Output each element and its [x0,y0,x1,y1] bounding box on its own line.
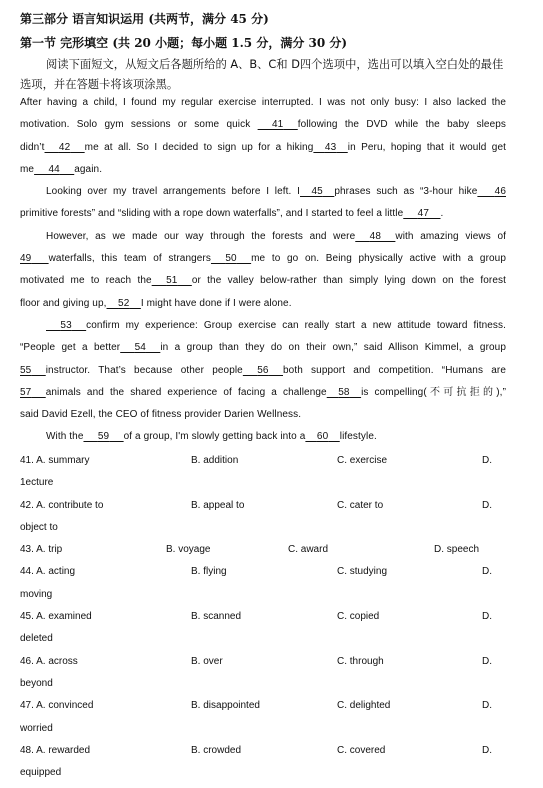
passage-line-2: motivation. Solo gym sessions or some quick 41 following the DVD while the baby sleeps [20,114,506,136]
option-47-c[interactable]: C. delighted [337,700,391,712]
option-48-c[interactable]: C. covered [337,744,386,756]
option-row-42-wrap [20,517,520,539]
option-row-41 [20,450,520,472]
option-42-b[interactable]: B. appeal to [191,499,245,511]
option-41-d-text[interactable]: 1ecture [20,477,54,489]
blank-55[interactable]: 55 [20,364,32,376]
blank-46[interactable]: 46 [494,186,506,198]
option-row-48 [20,740,520,762]
option-41-d[interactable]: D. [482,455,492,466]
instructions: 阅读下面短文，从短文后各题所给的 A、B、C和 D四个选项中，选出可以填入空白处的最佳选项，并在答题卡将该项涂黑。 [20,58,504,91]
part-heading: 第三部分 语言知识运用 (共两节，满分 45 分) [20,12,269,26]
cloze-passage [20,92,506,449]
blank-52[interactable]: 52 [118,297,130,309]
blank-43[interactable]: 43 [324,141,337,153]
blank-47[interactable]: 47 [417,208,429,220]
passage-line-16: With the 59 of a group, I'm slowly getting back into a 60 lifestyle. [20,426,506,448]
option-41-b[interactable]: B. addition [191,455,239,466]
option-46-c[interactable]: C. through [337,655,384,667]
option-row-46-wrap [20,673,520,695]
option-row-46 [20,651,520,673]
option-row-48-wrap [20,762,520,784]
passage-line-4: me 44 again. [20,159,506,181]
blank-60[interactable]: 60 [316,431,329,443]
option-42-d[interactable]: D. [482,499,492,511]
option-45-c[interactable]: C. copied [337,611,380,623]
option-42-c[interactable]: C. cater to [337,499,384,511]
blank-50[interactable]: 50 [225,253,237,265]
passage-line-3: didn’t 42 me at all. So I decided to sign up for a hiking 43 in Peru, hoping that it would get [20,137,506,159]
option-row-45-wrap [20,628,520,650]
option-44-b[interactable]: B. flying [191,566,227,578]
option-41-c[interactable]: C. exercise [337,455,388,466]
passage-line-15: said David Ezell, the CEO of fitness provider Darien Wellness. [20,409,302,421]
option-44-d-text[interactable]: moving [20,588,53,600]
passage-line-10: floor and giving up, 52 I might have done if I were alone. [20,293,506,315]
option-42-a[interactable]: 42. A. contribute to [20,499,104,511]
option-row-42 [20,495,520,517]
option-43-c[interactable]: C. award [288,544,329,556]
option-row-47 [20,695,520,717]
option-43-d[interactable]: D. speech [434,544,480,556]
blank-58[interactable]: 58 [338,386,350,398]
blank-42[interactable]: 42 [58,141,71,153]
blank-44[interactable]: 44 [48,163,60,175]
option-48-a[interactable]: 48. A. rewarded [20,744,91,756]
option-47-d[interactable]: D. [482,700,492,712]
section-heading: 第一节 完形填空 (共 20 小题；每小题 1.5 分，满分 30 分) [20,36,348,50]
option-45-d-text[interactable]: deleted [20,633,53,645]
blank-53[interactable]: 53 [60,319,72,331]
option-44-d[interactable]: D. [482,566,492,578]
passage-line-12: “People get a better 54 in a group than they do on their own,” said Allison Kimmel, a group [20,337,506,359]
option-42-d-text[interactable]: object to [20,521,58,533]
option-46-d[interactable]: D. [482,655,492,667]
option-row-45 [20,606,520,628]
option-44-a[interactable]: 44. A. acting [20,566,76,578]
option-row-47-wrap [20,718,520,740]
blank-57[interactable]: 57 [20,386,32,398]
blank-45[interactable]: 45 [311,186,323,198]
option-row-41-wrap [20,472,520,494]
passage-line-5: Looking over my travel arrangements before I left. I 45 phrases such as “3-hour hike 46 [20,181,506,203]
blank-54[interactable]: 54 [134,342,146,354]
blank-51[interactable]: 51 [166,275,178,287]
option-41-a[interactable]: 41. A. summary [20,455,90,466]
option-45-a[interactable]: 45. A. examined [20,611,92,623]
option-45-d[interactable]: D. [482,611,492,623]
option-row-44 [20,561,520,583]
blank-56[interactable]: 56 [257,364,269,376]
blank-48[interactable]: 48 [369,230,381,242]
option-row-44-wrap [20,584,520,606]
option-47-d-text[interactable]: worried [20,722,53,734]
option-row-43 [20,539,520,561]
blank-59[interactable]: 59 [97,431,110,443]
answer-options [20,450,520,784]
passage-line-14: 57 animals and the shared experience of facing a challenge 58 is compelling(不可抗拒的),” [20,382,506,404]
blank-49[interactable]: 49 [20,253,32,265]
blank-41[interactable]: 41 [272,119,284,131]
option-45-b[interactable]: B. scanned [191,611,242,623]
option-48-d-text[interactable]: equipped [20,767,62,779]
passage-line-6: primitive forests” and “sliding with a rope down waterfalls”, and I started to feel a little 47 . [20,203,506,225]
passage-line-8: 49 waterfalls, this team of strangers 50 me to go on. Being physically active with a group [20,248,506,270]
option-46-b[interactable]: B. over [191,655,223,667]
option-48-b[interactable]: B. crowded [191,744,242,756]
option-46-a[interactable]: 46. A. across [20,655,78,667]
option-48-d[interactable]: D. [482,744,492,756]
option-43-a[interactable]: 43. A. trip [20,544,63,556]
option-44-c[interactable]: C. studying [337,566,388,578]
option-47-a[interactable]: 47. A. convinced [20,700,94,712]
passage-line-7: However, as we made our way through the forests and were 48 with amazing views of [20,226,506,248]
option-46-d-text[interactable]: beyond [20,677,53,689]
option-47-b[interactable]: B. disappointed [191,700,260,712]
passage-line-11: 53 confirm my experience: Group exercise can really start a new attitude toward fitness. [20,315,506,337]
option-43-b[interactable]: B. voyage [166,544,211,556]
passage-line-1: After having a child, I found my regular exercise interrupted. I was not only busy: I also lacked the [20,97,506,108]
passage-line-13: 55 instructor. That’s because other people 56 both support and competition. “Humans are [20,360,506,382]
passage-line-9: motivated me to reach the 51 or the valley below-rather than simply lying down on the forest [20,270,506,292]
